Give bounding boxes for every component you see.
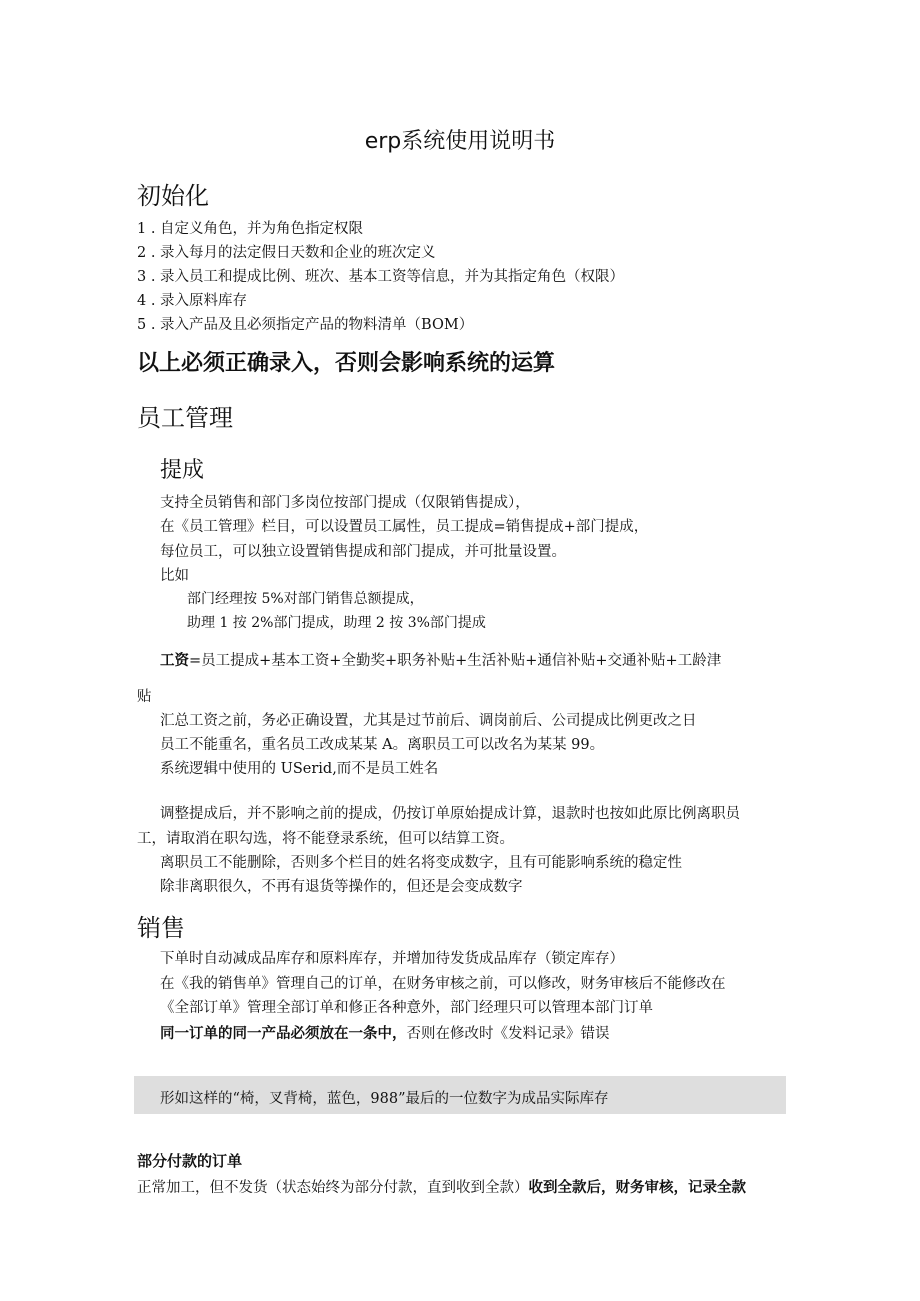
commission-line-1: 支持全员销售和部门多岗位按部门提成（仅限销售提成）， — [160, 495, 530, 511]
sales-rule-bold: 同一订单的同一产品必须放在一条中， — [160, 1026, 407, 1042]
section-heading-sales: 销售 — [137, 914, 185, 942]
commission-line-2: 在《员工管理》栏目，可以设置员工属性，员工提成=销售提成+部门提成， — [160, 519, 649, 535]
section-heading-staff: 员工管理 — [137, 404, 233, 432]
sales-line-1: 下单时自动减成品库存和原料库存，并增加待发货成品库存（锁定库存） — [160, 951, 624, 967]
commission-line-3: 每位员工，可以独立设置销售提成和部门提成，并可批量设置。 — [160, 544, 566, 560]
partial-line-normal: 正常加工，但不发货（状态始终为部分付款，直到收到全款） — [137, 1180, 529, 1196]
commission-example-2: 助理 1 按 2%部门提成，助理 2 按 3%部门提成 — [187, 615, 486, 631]
salary-note-2: 员工不能重名，重名员工改成某某 A。离职员工可以改名为某某 99。 — [160, 737, 605, 753]
partial-line-bold: 收到全款后，财务审核，记录全款 — [528, 1180, 746, 1196]
sales-rule-line — [160, 1022, 610, 1043]
document-title: erp系统使用说明书 — [364, 129, 556, 154]
commission-line-4: 比如 — [160, 568, 189, 584]
adjust-line-1: 调整提成后，并不影响之前的提成，仍按订单原始提成计算，退款时也按如此原比例离职员 — [160, 806, 740, 822]
init-step-4: 4 . 录入原料库存 — [137, 293, 248, 309]
salary-label: 工资 — [160, 653, 189, 669]
section-heading-init: 初始化 — [137, 182, 209, 210]
salary-formula: =员工提成+基本工资+全勤奖+职务补贴+生活补贴+通信补贴+交通补贴+工龄津 — [189, 653, 722, 669]
adjust-line-3: 离职员工不能删除，否则多个栏目的姓名将变成数字，且有可能影响系统的稳定性 — [160, 855, 682, 871]
init-step-3: 3 . 录入员工和提成比例、班次、基本工资等信息，并为其指定角色（权限） — [137, 269, 625, 285]
salary-note-3: 系统逻辑中使用的 USerid,而不是员工姓名 — [160, 761, 439, 777]
sales-line-3: 《全部订单》管理全部订单和修正各种意外，部门经理只可以管理本部门订单 — [160, 1000, 653, 1016]
adjust-line-2: 工，请取消在职勾选，将不能登录系统，但可以结算工资。 — [137, 831, 514, 847]
salary-formula-line — [160, 649, 721, 670]
salary-note-1: 汇总工资之前，务必正确设置，尤其是过节前后、调岗前后、公司提成比例更改之日 — [160, 713, 697, 729]
shaded-note-text: 形如这样的“椅，叉背椅，蓝色，988”最后的一位数字为成品实际库存 — [160, 1091, 609, 1107]
sales-line-2: 在《我的销售单》管理自己的订单，在财务审核之前，可以修改，财务审核后不能修改在 — [160, 976, 726, 992]
init-step-5: 5 . 录入产品及且必须指定产品的物料清单（BOM） — [137, 317, 474, 333]
sales-rule-rest: 否则在修改时《发料记录》错误 — [406, 1026, 610, 1042]
init-step-2: 2 . 录入每月的法定假日天数和企业的班次定义 — [137, 245, 436, 261]
subsection-heading-commission: 提成 — [160, 458, 205, 483]
init-warning: 以上必须正确录入，否则会影响系统的运算 — [137, 351, 556, 376]
adjust-line-4: 除非离职很久，不再有退货等操作的，但还是会变成数字 — [160, 879, 523, 895]
partial-line — [137, 1176, 746, 1197]
salary-formula-wrap: 贴 — [137, 689, 152, 705]
commission-example-1: 部门经理按 5%对部门销售总额提成， — [187, 591, 424, 607]
subsection-heading-partial: 部分付款的订单 — [137, 1152, 243, 1170]
init-step-1: 1 . 自定义角色，并为角色指定权限 — [137, 221, 364, 237]
